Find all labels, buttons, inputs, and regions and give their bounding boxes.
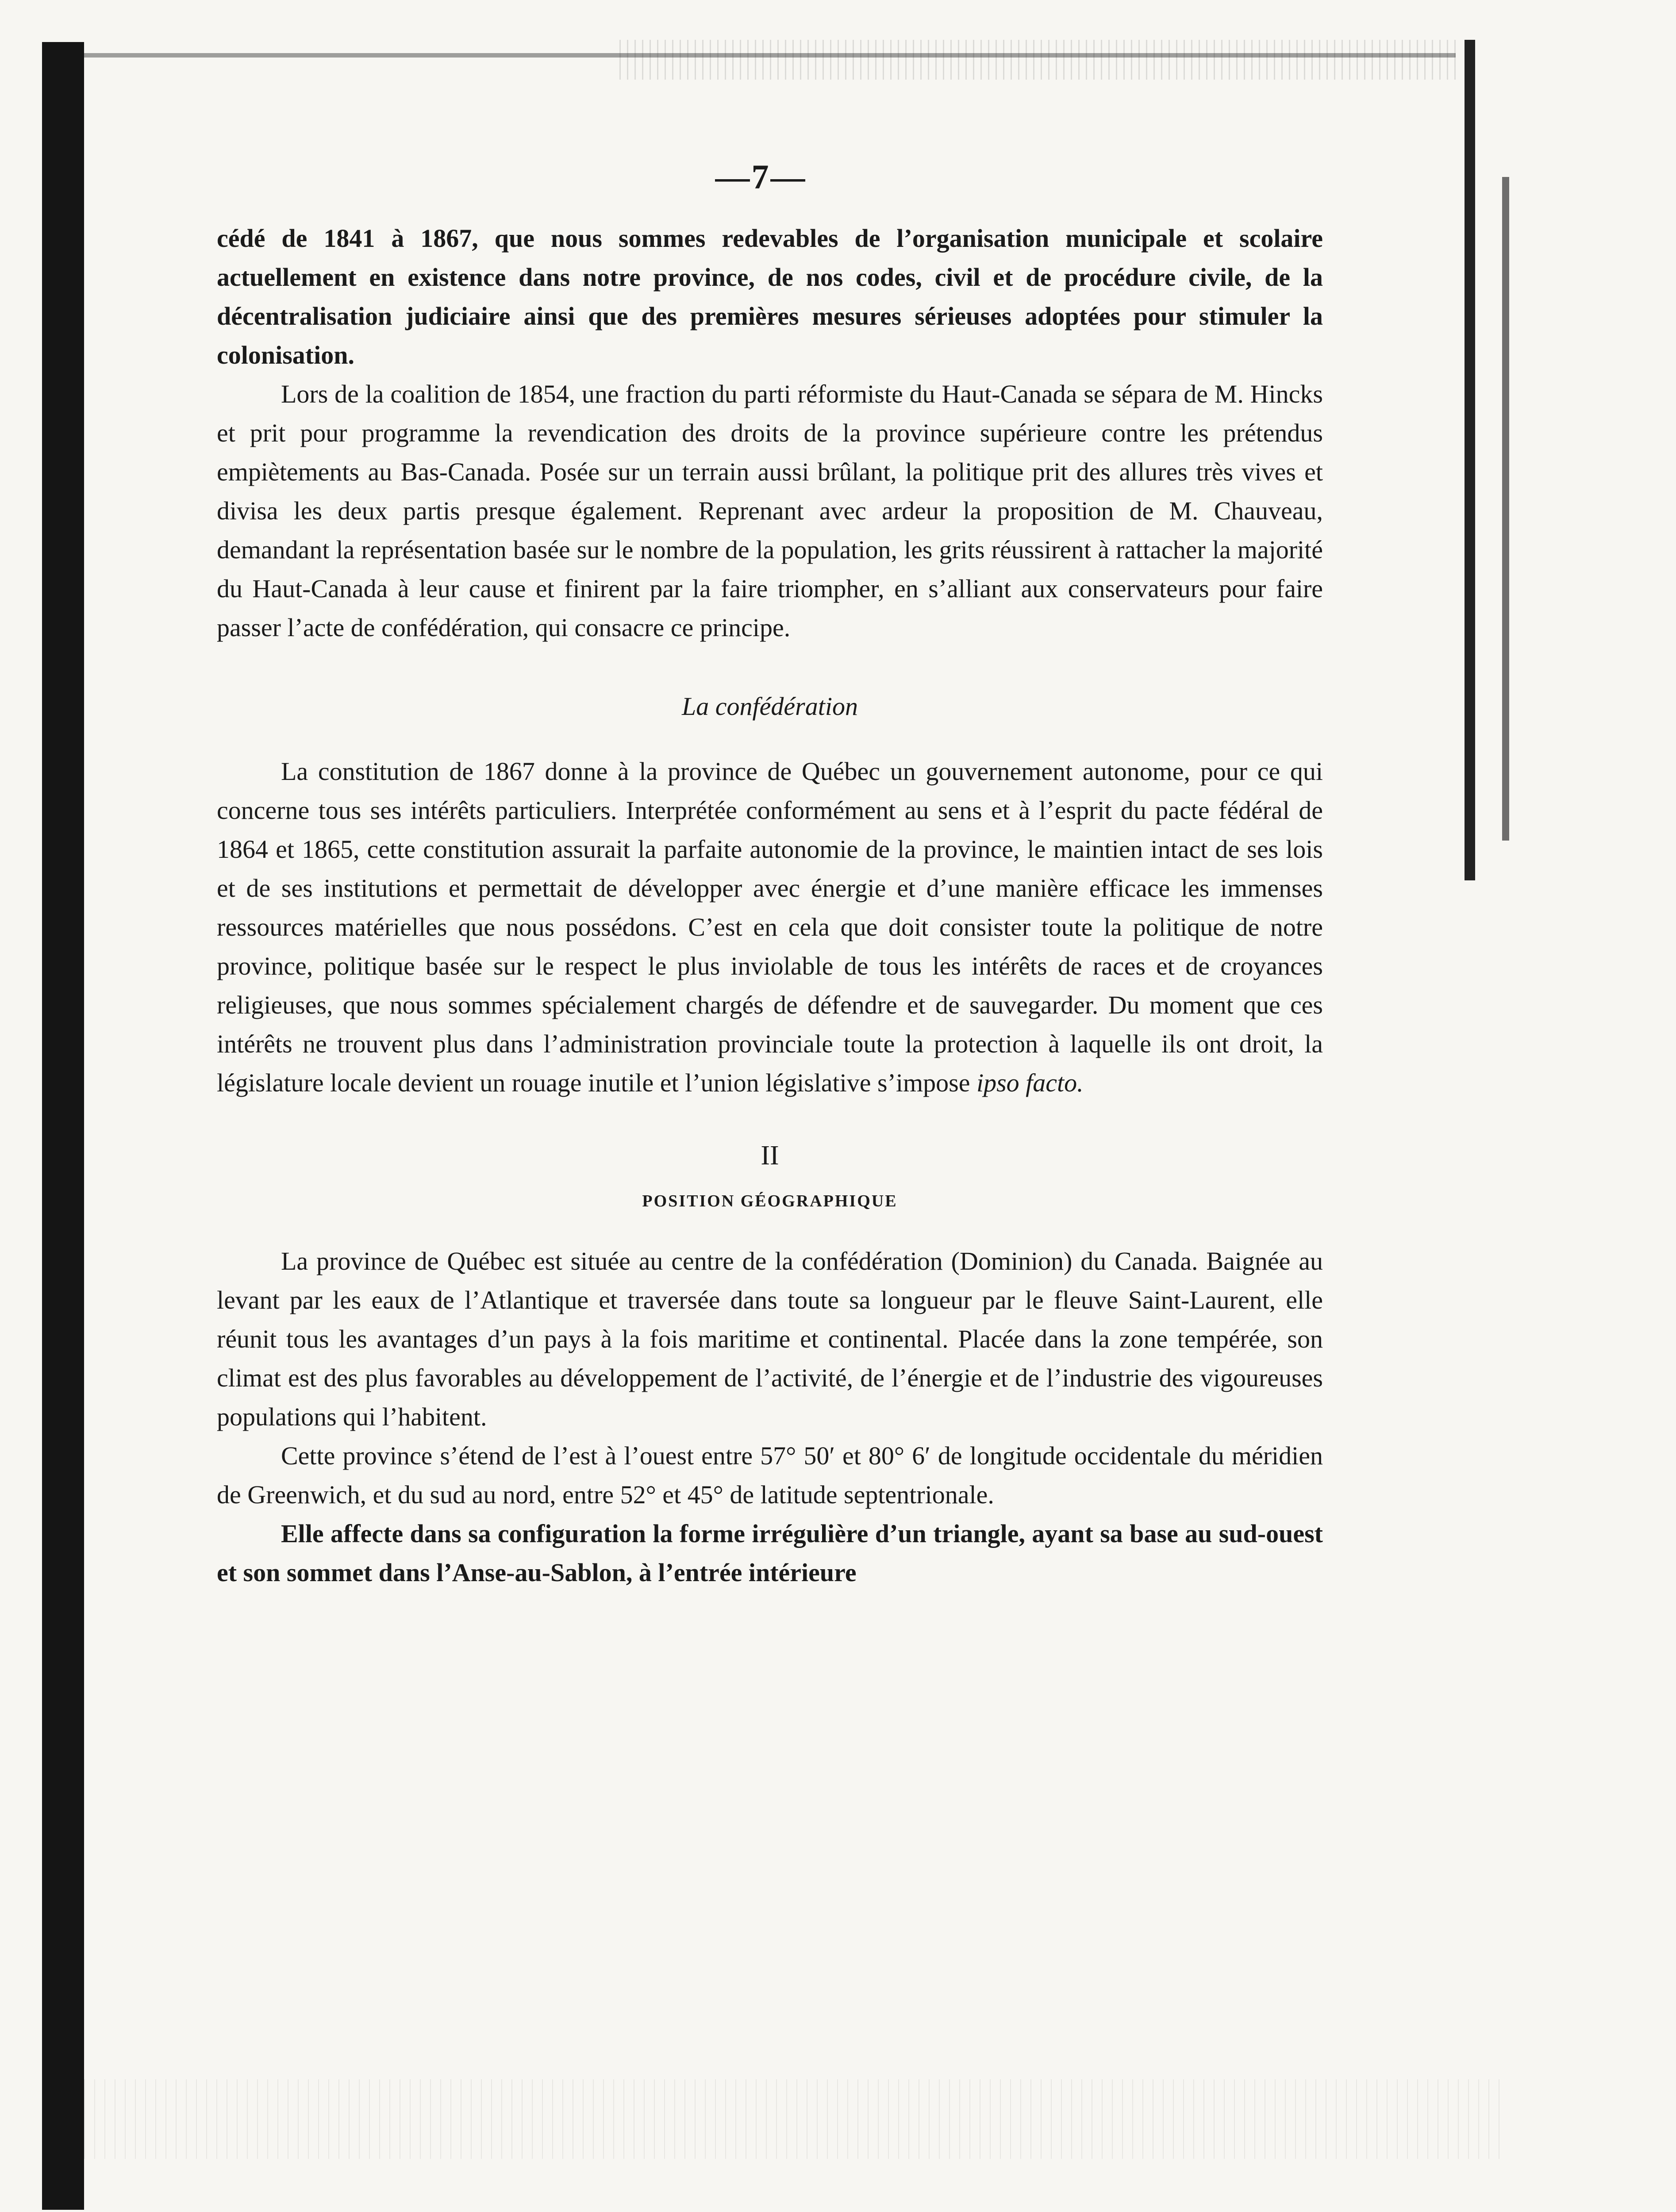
scan-noise-bottom <box>84 2079 1500 2159</box>
paragraph-continued: cédé de 1841 à 1867, que nous sommes redevables de l’organisation municipale et scolaire actuellement en existence dans notre province, de nos codes, civil et de procédure civile, de la décentralisation judiciaire ainsi que des premières mesures sérieuses adoptées pour stimuler la colonisation. <box>217 224 1323 369</box>
scan-edge-right <box>1465 40 1475 880</box>
paragraph-position: La province de Québec est située au centre de la confédération (Dominion) du Canada. Baignée au levant par les eaux de l’Atlantique et traversée dans toute sa longueur par le fleuve Saint-Laurent, elle réunit tous les avantages d’un pays à la fois maritime et continental. Placée dans la zone tempérée, son climat est des plus favorables au développement de l’activité, de l’énergie et de l’industrie des vigoureuses populations qui l’habitent. <box>217 1247 1323 1431</box>
section-title: POSITION GÉOGRAPHIQUE <box>642 1192 898 1210</box>
paragraph-coalition: Lors de la coalition de 1854, une fraction du parti réformiste du Haut-Canada se sépara de M. Hincks et prit pour programme la revendication des droits de la province supérieure contre les prétendus empiètements au Bas-Canada. Posée sur un terrain aussi brûlant, la politique prit des allures très vives et divisa les deux partis presque également. Reprenant avec ardeur la proposition de M. Chauveau, demandant la représentation basée sur le nombre de la population, les grits réussirent à rattacher la majorité du Haut-Canada à leur cause et finirent par la faire triompher, en s’alliant aux conservateurs pour faire passer l’acte de confédération, qui consacre ce principe. <box>217 380 1323 642</box>
paragraph-constitution-text: La constitution de 1867 donne à la province de Québec un gouvernement autonome, pour ce qui concerne tous ses intérêts particuliers. Interprétée conformément au sens et à l’esprit du pacte fédéral de 1864 et 1865, cette constitution assurait la parfaite autonomie de la province, le maintien intact de ses lois et de ses institutions et permettait de développer avec énergie et d’une manière efficace les immenses ressources matérielles que nous possédons. C’est en cela que doit consister toute la politique de notre province, politique basée sur le respect le plus inviolable de tous les intérêts de races et de croyances religieuses, que nous sommes spécialement chargés de défendre et de sauvegarder. Du moment que ces intérêts ne trouvent plus dans l’administration provinciale toute la protection à laquelle ils ont droit, la législature locale devient un rouage inutile et l’union législative s’impose <box>217 757 1323 1097</box>
ipso-facto: ipso facto. <box>976 1068 1084 1097</box>
page-body <box>217 219 1323 1592</box>
section-number: II <box>761 1141 779 1171</box>
scan-edge-left <box>42 42 84 2210</box>
paragraph-configuration: Elle affecte dans sa configuration la forme irrégulière d’un triangle, ayant sa base au sud-ouest et son sommet dans l’Anse-au-Sablon, à l’entrée intérieure <box>217 1519 1323 1587</box>
scan-noise-top <box>619 40 1460 80</box>
paragraph-coordinates: Cette province s’étend de l’est à l’ouest entre 57° 50′ et 80° 6′ de longitude occidentale du méridien de Greenwich, et du sud au nord, entre 52° et 45° de latitude septentrionale. <box>217 1441 1323 1509</box>
page-number: —7— <box>715 157 807 196</box>
scan-edge-right-secondary <box>1502 177 1509 841</box>
heading-confederation: La confédération <box>682 692 858 721</box>
paragraph-constitution <box>217 752 1323 1102</box>
